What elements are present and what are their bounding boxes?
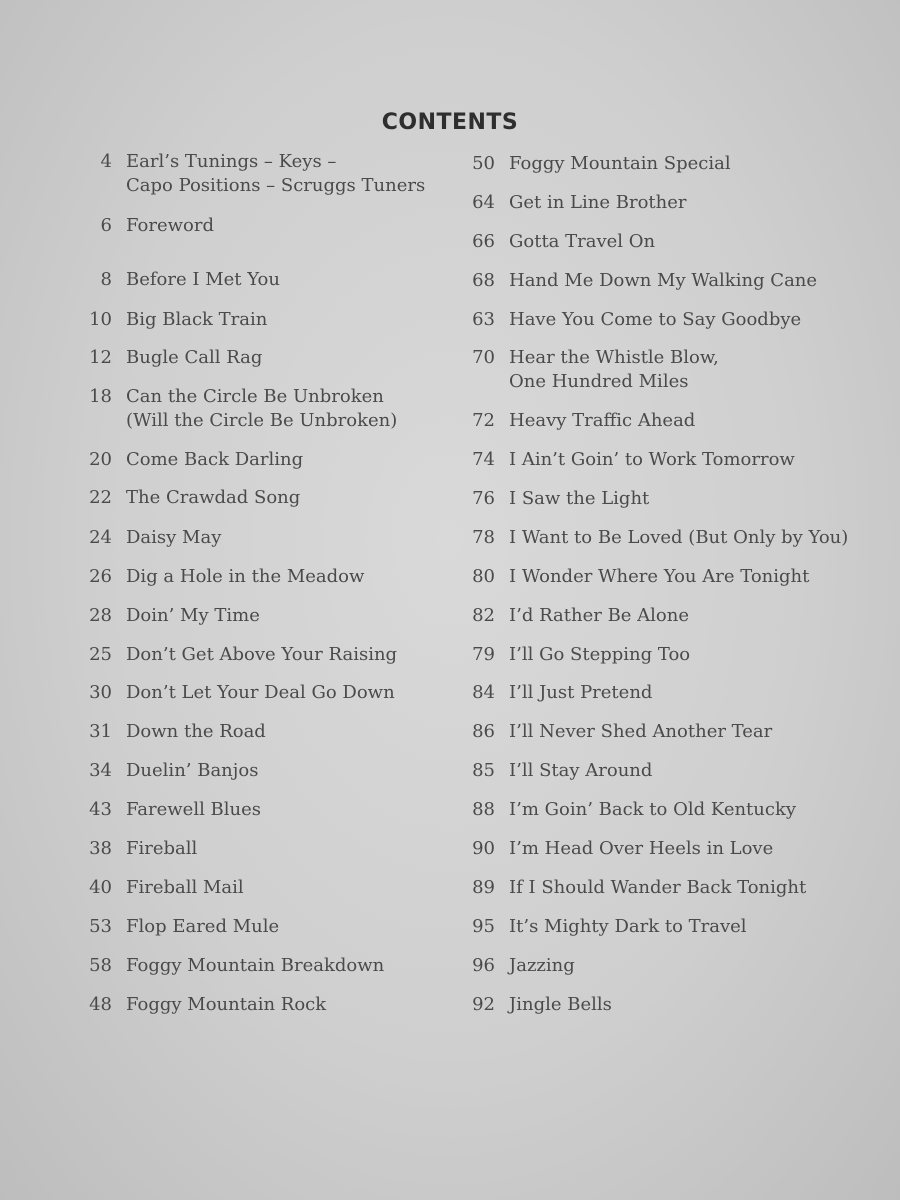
- toc-entry: [80, 604, 260, 628]
- page-number: 96: [472, 955, 495, 976]
- entry-title: I’ll Just Pretend: [509, 682, 653, 703]
- entry-title: Down the Road: [126, 721, 266, 742]
- entry-title: I’ll Stay Around: [509, 760, 653, 781]
- entry-title: I Saw the Light: [509, 488, 650, 509]
- entry-title: Bugle Call Rag: [126, 347, 263, 368]
- page-number: 64: [472, 192, 495, 213]
- entry-title: I’m Goin’ Back to Old Kentucky: [509, 799, 797, 820]
- page-number: 89: [472, 877, 495, 898]
- page-number: 85: [472, 760, 495, 781]
- toc-entry: [465, 643, 690, 667]
- toc-entry: [80, 565, 364, 589]
- page-number: 10: [89, 309, 112, 330]
- entry-title: I Want to Be Loved (But Only by You): [509, 527, 849, 548]
- page-number: 66: [472, 231, 495, 252]
- page-number: 30: [89, 682, 112, 703]
- toc-entry: [465, 798, 796, 822]
- entry-title: I’m Head Over Heels in Love: [509, 838, 774, 859]
- entry-title: I’ll Never Shed Another Tear: [509, 721, 773, 742]
- page-number: 90: [472, 838, 495, 859]
- page-number: 72: [472, 410, 495, 431]
- entry-title: I’d Rather Be Alone: [509, 605, 690, 626]
- toc-entry: [465, 269, 817, 293]
- entry-title: Flop Eared Mule: [126, 916, 280, 937]
- page-number: 88: [472, 799, 495, 820]
- toc-entry: [465, 230, 655, 254]
- toc-entry: [80, 915, 279, 939]
- entry-title: If I Should Wander Back Tonight: [509, 877, 807, 898]
- toc-entry: [80, 486, 300, 510]
- toc-entry: [80, 268, 280, 292]
- toc-entry: [80, 448, 303, 472]
- page-number: 28: [89, 605, 112, 626]
- page-number: 12: [89, 347, 112, 368]
- entry-title: Foggy Mountain Breakdown: [126, 955, 385, 976]
- toc-entry: [80, 759, 258, 783]
- entry-title: Duelin’ Banjos: [126, 760, 259, 781]
- page-number: 78: [472, 527, 495, 548]
- page-number: 68: [472, 270, 495, 291]
- toc-entry: [465, 876, 806, 900]
- page-number: 86: [472, 721, 495, 742]
- entry-title: Dig a Hole in the Meadow: [126, 566, 365, 587]
- entry-title: Earl’s Tunings – Keys – Capo Positions – Scruggs Tuners: [126, 151, 426, 196]
- page-number: 6: [100, 215, 112, 236]
- toc-entry: [80, 720, 266, 744]
- toc-entry: [80, 993, 326, 1017]
- page-number: 18: [89, 386, 112, 407]
- toc-entry: [465, 759, 652, 783]
- page-number: 76: [472, 488, 495, 509]
- page-number: 43: [89, 799, 112, 820]
- entry-title: Gotta Travel On: [509, 231, 656, 252]
- toc-entry: [80, 385, 397, 433]
- page-number: 26: [89, 566, 112, 587]
- page-number: 53: [89, 916, 112, 937]
- entry-title: Big Black Train: [126, 309, 268, 330]
- toc-entry: [80, 643, 397, 667]
- entry-title: I Wonder Where You Are Tonight: [509, 566, 810, 587]
- toc-entry: [465, 993, 612, 1017]
- entry-title: Foggy Mountain Rock: [126, 994, 327, 1015]
- toc-entry: [80, 346, 262, 370]
- entry-title: Come Back Darling: [126, 449, 304, 470]
- entry-title: Doin’ My Time: [126, 605, 260, 626]
- page-number: 95: [472, 916, 495, 937]
- entry-title: I Ain’t Goin’ to Work Tomorrow: [509, 449, 795, 470]
- entry-title: Farewell Blues: [126, 799, 262, 820]
- page-number: 8: [100, 269, 112, 290]
- page-number: 4: [100, 151, 112, 172]
- toc-entry: [80, 214, 214, 238]
- page-number: 38: [89, 838, 112, 859]
- page-title: CONTENTS: [381, 110, 519, 135]
- page-number: 80: [472, 566, 495, 587]
- entry-title: Have You Come to Say Goodbye: [509, 309, 802, 330]
- entry-title: Don’t Get Above Your Raising: [126, 644, 398, 665]
- page-number: 25: [89, 644, 112, 665]
- page-number: 74: [472, 449, 495, 470]
- toc-entry: [465, 487, 649, 511]
- entry-title: Don’t Let Your Deal Go Down: [126, 682, 395, 703]
- page-number: 82: [472, 605, 495, 626]
- page-number: 50: [472, 153, 495, 174]
- entry-title: Can the Circle Be Unbroken (Will the Circle Be Unbroken): [126, 386, 398, 431]
- entry-title: Before I Met You: [126, 269, 280, 290]
- entry-title: Daisy May: [126, 527, 222, 548]
- page-number: 34: [89, 760, 112, 781]
- entry-title: Hand Me Down My Walking Cane: [509, 270, 818, 291]
- toc-entry: [80, 150, 425, 198]
- page-number: 22: [89, 487, 112, 508]
- entry-title: The Crawdad Song: [126, 487, 301, 508]
- toc-entry: [465, 954, 575, 978]
- page-number: 24: [89, 527, 112, 548]
- toc-entry: [80, 954, 384, 978]
- toc-entry: [465, 681, 652, 705]
- toc-entry: [80, 798, 261, 822]
- entry-title: Fireball Mail: [126, 877, 244, 898]
- toc-entry: [465, 152, 731, 176]
- entry-title: I’ll Go Stepping Too: [509, 644, 691, 665]
- entry-title: Jingle Bells: [509, 994, 612, 1015]
- entry-title: Jazzing: [509, 955, 575, 976]
- toc-entry: [465, 346, 719, 394]
- toc-entry: [465, 837, 773, 861]
- page-number: 63: [472, 309, 495, 330]
- toc-entry: [80, 308, 267, 332]
- entry-title: Get in Line Brother: [509, 192, 687, 213]
- toc-entry: [465, 526, 848, 550]
- toc-entry: [465, 448, 795, 472]
- toc-entry: [80, 681, 395, 705]
- entry-title: It’s Mighty Dark to Travel: [509, 916, 747, 937]
- page-number: 70: [472, 347, 495, 368]
- page-number: 58: [89, 955, 112, 976]
- toc-entry: [80, 837, 197, 861]
- toc-entry: [465, 191, 687, 215]
- toc-entry: [465, 565, 809, 589]
- page-number: 48: [89, 994, 112, 1015]
- entry-title: Heavy Traffic Ahead: [509, 410, 696, 431]
- page-number: 20: [89, 449, 112, 470]
- page-number: 92: [472, 994, 495, 1015]
- entry-title: Foreword: [126, 215, 214, 236]
- entry-title: Hear the Whistle Blow, One Hundred Miles: [509, 347, 719, 392]
- entry-title: Fireball: [126, 838, 198, 859]
- toc-entry: [80, 876, 244, 900]
- page-number: 79: [472, 644, 495, 665]
- toc-entry: [465, 308, 801, 332]
- page-number: 84: [472, 682, 495, 703]
- toc-entry: [465, 915, 747, 939]
- toc-entry: [80, 526, 221, 550]
- page-number: 40: [89, 877, 112, 898]
- toc-entry: [465, 409, 695, 433]
- toc-entry: [465, 604, 689, 628]
- toc-entry: [465, 720, 772, 744]
- entry-title: Foggy Mountain Special: [509, 153, 731, 174]
- page-number: 31: [89, 721, 112, 742]
